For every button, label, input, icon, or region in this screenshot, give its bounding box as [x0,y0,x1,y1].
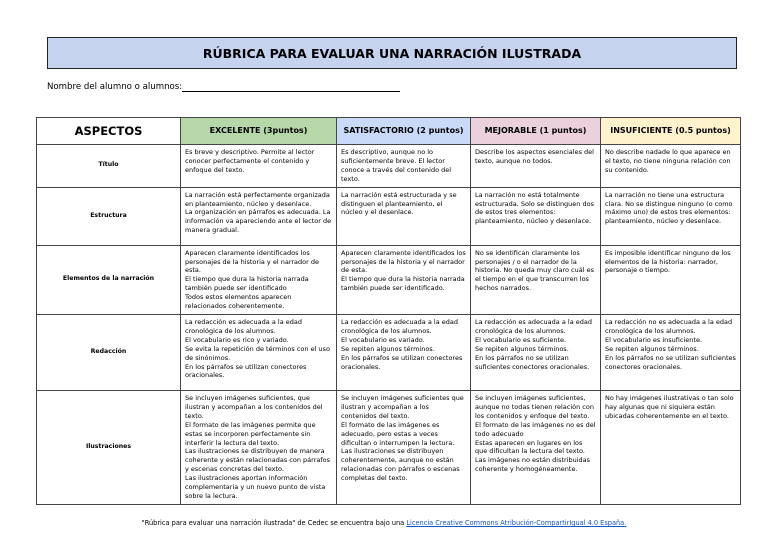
criterion-c2 [337,314,471,390]
header-satisfactorio: SATISFACTORIO (2 puntos) [337,118,471,145]
criterion-line: El vocabulario es variado. [341,335,425,344]
criterion-line: El tiempo que dura la historia narrada también puede ser identificado [185,275,309,293]
criterion-c4 [601,145,741,188]
criterion-c4 [601,390,741,504]
criterion-c2 [337,245,471,314]
aspect-label: Redacción [37,314,181,390]
license-link[interactable]: Licencia Creative Commons Atribución-CompartirIgual 4.0 España. [406,519,627,527]
criterion-c1 [181,314,337,390]
criterion-line: La organización en párrafos es adecuada. La información va apareciendo ante el lector de manera gradual. [185,208,332,235]
criterion-line: La narración no está totalmente estructurada. Solo se distinguen dos de estos tres elementos: planteamiento, núcleo y desenlace. [475,190,594,226]
criterion-line: Se evita la repetición de términos con el uso de sinónimos. [185,344,330,362]
criterion-c4 [601,245,741,314]
rubric-row-redaccion [37,314,741,390]
criterion-line: El formato de las imágenes permite que estas se incorporen perfectamente sin interferir la lectura del texto. [185,420,316,447]
criterion-c3 [471,245,601,314]
criterion-line: En los párrafos se utilizan conectores oracionales. [341,353,463,371]
criterion-c3 [471,145,601,188]
header-row [37,118,741,145]
criterion-line: Las imágenes no están distribuidas coherente y homogéneamente. [475,456,591,474]
header-mejorable: MEJORABLE (1 puntos) [471,118,601,145]
criterion-line: Estas aparecen en lugares en los que dificultan la lectura del texto. [475,438,585,456]
criterion-c1 [181,245,337,314]
aspect-label: Ilustraciones [37,390,181,504]
criterion-line: Se incluyen imágenes suficientes, aunque no todas tienen relación con los contenidos y enfoque del texto. [475,393,594,420]
criterion-line: Se incluyen imágenes suficientes que ilustran y acompañan a los contenidos del texto. [341,393,464,420]
criterion-line: La redacción es adecuada a la edad cronológica de los alumnos. [185,317,302,335]
criterion-line: La redacción es adecuada a la edad cronológica de los alumnos. [475,317,592,335]
criterion-line: Todos estos elementos aparecen relacionados coherentemente. [185,293,292,311]
student-name-field [47,82,400,92]
criterion-c2 [337,187,471,245]
rubric-title: RÚBRICA PARA EVALUAR UNA NARRACIÓN ILUSTRADA [202,45,582,61]
aspect-label: Elementos de la narración [37,245,181,314]
criterion-c4 [601,187,741,245]
criterion-line: La redacción no es adecuada a la edad cronológica de los alumnos. [605,317,733,335]
rubric-table [36,117,741,505]
criterion-line: Es imposible identificar ninguno de los elementos de la historia: narrador, personaje o tiempo. [605,248,731,275]
criterion-line: Describe los aspectos esenciales del texto, aunque no todos. [475,148,594,165]
rubric-row-estructura [37,187,741,245]
criterion-c2 [337,390,471,504]
criterion-line: Aparecen claramente identificados los personajes de la historia y el narrador de esta. [341,248,466,275]
rubric-body [37,145,741,505]
criterion-line: El tiempo que dura la historia narrada también puede ser identificado. [341,275,465,293]
rubric-row-ilustraciones [37,390,741,504]
criterion-line: No hay imágenes ilustrativas o tan solo hay algunas que ni siquiera están ubicadas coherentemente en el texto. [605,393,734,420]
criterion-line: El formato de las imágenes no es del todo adecuado [475,420,596,438]
criterion-line: En los párrafos se utilizan conectores oracionales. [185,362,307,380]
criterion-line: Aparecen claramente identificados los personajes de la historia y el narrador de esta. [185,248,319,275]
criterion-line: Las ilustraciones aportan información complementaria y un nuevo punto de vista sobre la lectura. [185,474,326,500]
criterion-line: La redacción es adecuada a la edad cronológica de los alumnos. [341,317,458,335]
aspect-label: Estructura [37,187,181,245]
criterion-c1 [181,187,337,245]
criterion-c1 [181,145,337,188]
criterion-line: Las ilustraciones se distribuyen de manera coherente y están relacionadas con párrafos y escenas concretas del texto. [185,447,330,474]
criterion-line: El vocabulario es suficiente. [475,335,567,344]
criterion-c3 [471,314,601,390]
rubric-row-elementos [37,245,741,314]
criterion-c3 [471,187,601,245]
criterion-line: Se repiten algunos términos. [341,344,435,353]
header-aspectos: ASPECTOS [37,118,181,145]
criterion-line: En los párrafos no se utilizan suficientes conectores oracionales. [475,353,590,371]
criterion-line: El vocabulario es insuficiente. [605,335,703,344]
aspect-label: Título [37,145,181,188]
criterion-line: No se identifican claramente los personajes / o el narrador de la historia. No queda muy claro cuál es el tiempo en el que transcurren los hechos narrados. [475,248,594,293]
criterion-line: Las ilustraciones se distribuyen coherentemente, aunque no están relacionadas con párrafos o escenas completas del texto. [341,447,460,483]
criterion-line: El formato de las imágenes es adecuado, pero estas a veces dificultan o interrumpen la lectura. [341,420,455,447]
criterion-c4 [601,314,741,390]
criterion-line: La narración está perfectamente organizada en planteamiento, núcleo y desenlace. [185,190,330,208]
criterion-line: La narración está estructurada y se distinguen el planteamiento, el núcleo y el desenlace. [341,190,457,217]
criterion-line: La narración no tiene una estructura clara. No se distingue ninguno (o como máximo uno) de estos tres elementos: planteamiento, núcleo y desenlace. [605,190,733,226]
criterion-line: Es breve y descriptivo. Permite al lector conocer perfectamente el contenido y enfoque del texto. [185,148,315,174]
criterion-line: Se repiten algunos términos. [605,344,699,353]
student-name-label: Nombre del alumno o alumnos: [47,82,183,92]
rubric-row-titulo [37,145,741,188]
footer-text: "Rúbrica para evaluar una narración ilustrada" de Cedec se encuentra bajo una [141,519,407,527]
criterion-line: En los párrafos no se utilizan suficientes conectores oracionales. [605,353,736,371]
footer [0,519,768,527]
header-excelente: EXCELENTE (3puntos) [181,118,337,145]
criterion-line: El vocabulario es rico y variado. [185,335,289,344]
criterion-c1 [181,390,337,504]
student-name-line [182,82,400,92]
criterion-c3 [471,390,601,504]
criterion-line: Se incluyen imágenes suficientes, que ilustran y acompañan a los contenidos del texto. [185,393,323,420]
criterion-line: Se repiten algunos términos. [475,344,569,353]
criterion-line: Es descriptivo, aunque no lo suficientemente breve. El lector conoce a través del contenido del texto. [341,148,452,183]
rubric-title-box [47,37,737,69]
criterion-line: No describe nadade lo que aparece en el texto, no tiene ninguna relación con su contenido. [605,148,731,174]
criterion-c2 [337,145,471,188]
header-insuficiente: INSUFICIENTE (0.5 puntos) [601,118,741,145]
